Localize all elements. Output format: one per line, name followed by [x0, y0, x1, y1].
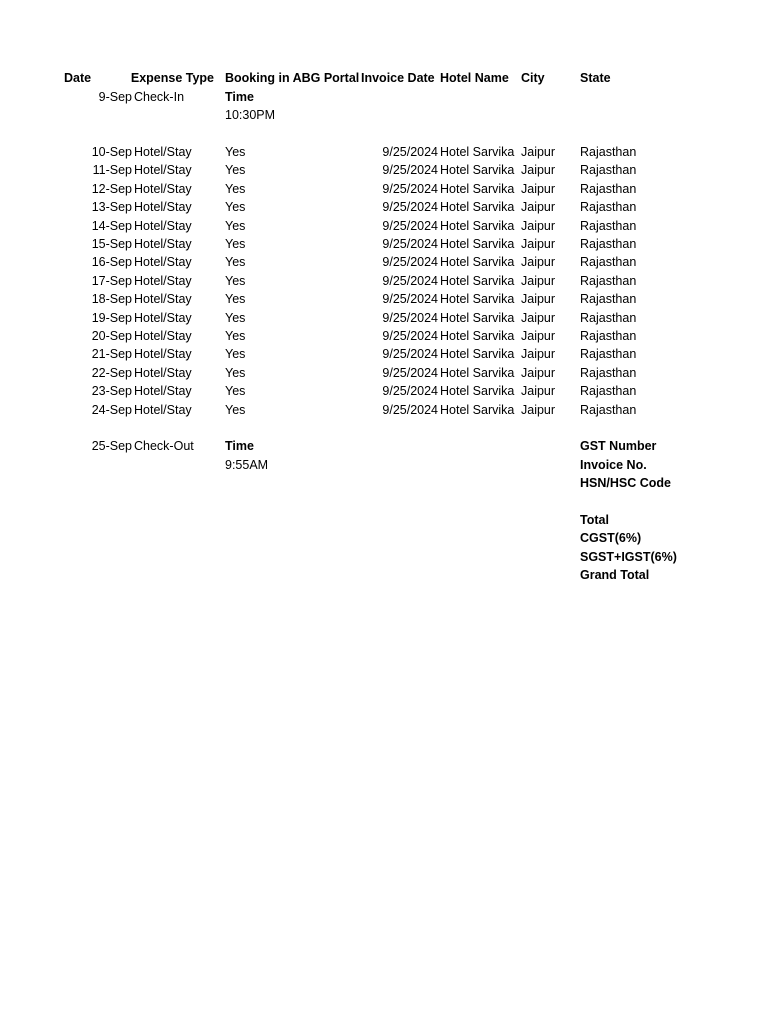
row-city: Jaipur: [521, 292, 556, 306]
row-hotel-name: Hotel Sarvika: [440, 182, 515, 196]
checkin-date: 9-Sep: [98, 90, 132, 104]
row-invoice-date: 9/25/2024: [382, 292, 438, 306]
row-hotel-name: Hotel Sarvika: [440, 200, 515, 214]
row-hotel-name: Hotel Sarvika: [440, 163, 515, 177]
row-city: Jaipur: [521, 384, 556, 398]
invoice-no-label: Invoice No.: [580, 458, 647, 472]
cgst-label: CGST(6%): [580, 531, 642, 545]
row-date: 23-Sep: [91, 384, 132, 398]
row-state: Rajasthan: [580, 311, 637, 325]
checkin-type: Check-In: [134, 90, 185, 104]
row-invoice-date: 9/25/2024: [382, 366, 438, 380]
table-row: [0, 382, 768, 400]
checkout-date: 25-Sep: [91, 439, 132, 453]
row-booking: Yes: [225, 347, 246, 361]
row-city: Jaipur: [521, 163, 556, 177]
row-state: Rajasthan: [580, 347, 637, 361]
row-hotel-name: Hotel Sarvika: [440, 145, 515, 159]
row-date: 20-Sep: [91, 329, 132, 343]
row-state: Rajasthan: [580, 219, 637, 233]
row-expense-type: Hotel/Stay: [134, 384, 192, 398]
total-label: Total: [580, 513, 609, 527]
row-hotel-name: Hotel Sarvika: [440, 255, 515, 269]
row-date: 11-Sep: [92, 163, 132, 177]
row-invoice-date: 9/25/2024: [382, 311, 438, 325]
row-hotel-name: Hotel Sarvika: [440, 403, 515, 417]
row-hotel-name: Hotel Sarvika: [440, 311, 515, 325]
checkout-time-value: 9:55AM: [225, 458, 269, 472]
row-invoice-date: 9/25/2024: [382, 145, 438, 159]
row-city: Jaipur: [521, 182, 556, 196]
row-expense-type: Hotel/Stay: [134, 292, 192, 306]
checkin-time-label: Time: [225, 90, 254, 104]
row-booking: Yes: [225, 311, 246, 325]
row-hotel-name: Hotel Sarvika: [440, 237, 515, 251]
row-booking: Yes: [225, 237, 246, 251]
row-state: Rajasthan: [580, 255, 637, 269]
row-date: 22-Sep: [91, 366, 132, 380]
row-expense-type: Hotel/Stay: [134, 237, 192, 251]
row-booking: Yes: [225, 182, 246, 196]
row-state: Rajasthan: [580, 237, 637, 251]
row-expense-type: Hotel/Stay: [134, 366, 192, 380]
row-city: Jaipur: [521, 274, 556, 288]
row-city: Jaipur: [521, 403, 556, 417]
row-expense-type: Hotel/Stay: [134, 163, 192, 177]
row-invoice-date: 9/25/2024: [382, 163, 438, 177]
row-invoice-date: 9/25/2024: [382, 384, 438, 398]
row-booking: Yes: [225, 163, 246, 177]
table-row: [0, 198, 768, 216]
gst-number-label: GST Number: [580, 439, 657, 453]
row-state: Rajasthan: [580, 366, 637, 380]
row-invoice-date: 9/25/2024: [382, 403, 438, 417]
table-row: [0, 364, 768, 382]
row-date: 19-Sep: [91, 311, 132, 325]
row-booking: Yes: [225, 219, 246, 233]
header-state: State: [580, 71, 611, 85]
hsn-code-label: HSN/HSC Code: [580, 476, 671, 490]
row-city: Jaipur: [521, 329, 556, 343]
row-date: 21-Sep: [91, 347, 132, 361]
row-date: 15-Sep: [91, 237, 132, 251]
row-booking: Yes: [225, 403, 246, 417]
checkout-type: Check-Out: [134, 439, 194, 453]
row-date: 16-Sep: [91, 255, 132, 269]
table-row: [0, 235, 768, 253]
row-city: Jaipur: [521, 366, 556, 380]
row-expense-type: Hotel/Stay: [134, 311, 192, 325]
row-city: Jaipur: [521, 255, 556, 269]
row-city: Jaipur: [521, 311, 556, 325]
row-date: 12-Sep: [91, 182, 132, 196]
row-hotel-name: Hotel Sarvika: [440, 366, 515, 380]
header-invoice-date: Invoice Date: [361, 71, 435, 85]
row-state: Rajasthan: [580, 403, 637, 417]
row-hotel-name: Hotel Sarvika: [440, 384, 515, 398]
row-expense-type: Hotel/Stay: [134, 347, 192, 361]
table-row: [0, 309, 768, 327]
header-city: City: [521, 71, 545, 85]
table-row: [0, 272, 768, 290]
row-hotel-name: Hotel Sarvika: [440, 219, 515, 233]
header-hotel-name: Hotel Name: [440, 71, 509, 85]
row-state: Rajasthan: [580, 163, 637, 177]
row-state: Rajasthan: [580, 182, 637, 196]
table-row: [0, 345, 768, 363]
row-state: Rajasthan: [580, 274, 637, 288]
checkin-time-value: 10:30PM: [225, 108, 276, 122]
row-hotel-name: Hotel Sarvika: [440, 347, 515, 361]
row-invoice-date: 9/25/2024: [382, 237, 438, 251]
row-invoice-date: 9/25/2024: [382, 274, 438, 288]
table-row: [0, 401, 768, 419]
header-date: Date: [64, 71, 92, 85]
header-booking: Booking in ABG Portal: [225, 71, 360, 85]
row-booking: Yes: [225, 145, 246, 159]
table-row: [0, 161, 768, 179]
row-hotel-name: Hotel Sarvika: [440, 292, 515, 306]
row-date: 18-Sep: [91, 292, 132, 306]
row-expense-type: Hotel/Stay: [134, 329, 192, 343]
row-expense-type: Hotel/Stay: [134, 403, 192, 417]
header-expense-type: Expense Type: [130, 71, 214, 85]
table-row: [0, 143, 768, 161]
row-invoice-date: 9/25/2024: [382, 329, 438, 343]
row-booking: Yes: [225, 200, 246, 214]
row-booking: Yes: [225, 255, 246, 269]
row-invoice-date: 9/25/2024: [382, 219, 438, 233]
row-invoice-date: 9/25/2024: [382, 347, 438, 361]
table-row: [0, 180, 768, 198]
row-booking: Yes: [225, 292, 246, 306]
checkout-time-label: Time: [225, 439, 254, 453]
row-expense-type: Hotel/Stay: [134, 145, 192, 159]
row-city: Jaipur: [521, 145, 556, 159]
row-date: 10-Sep: [91, 145, 132, 159]
row-date: 14-Sep: [91, 219, 132, 233]
row-date: 13-Sep: [91, 200, 132, 214]
row-state: Rajasthan: [580, 329, 637, 343]
row-date: 17-Sep: [91, 274, 132, 288]
row-state: Rajasthan: [580, 292, 637, 306]
row-expense-type: Hotel/Stay: [134, 219, 192, 233]
row-invoice-date: 9/25/2024: [382, 200, 438, 214]
row-expense-type: Hotel/Stay: [134, 182, 192, 196]
table-row: [0, 253, 768, 271]
row-city: Jaipur: [521, 219, 556, 233]
row-state: Rajasthan: [580, 384, 637, 398]
grand-total-label: Grand Total: [580, 568, 650, 582]
row-invoice-date: 9/25/2024: [382, 255, 438, 269]
row-booking: Yes: [225, 329, 246, 343]
table-row: [0, 327, 768, 345]
row-expense-type: Hotel/Stay: [134, 255, 192, 269]
row-booking: Yes: [225, 384, 246, 398]
row-state: Rajasthan: [580, 145, 637, 159]
row-expense-type: Hotel/Stay: [134, 274, 192, 288]
row-booking: Yes: [225, 366, 246, 380]
row-booking: Yes: [225, 274, 246, 288]
row-date: 24-Sep: [91, 403, 132, 417]
table-row: [0, 290, 768, 308]
row-city: Jaipur: [521, 347, 556, 361]
row-expense-type: Hotel/Stay: [134, 200, 192, 214]
row-hotel-name: Hotel Sarvika: [440, 329, 515, 343]
row-invoice-date: 9/25/2024: [382, 182, 438, 196]
table-row: [0, 217, 768, 235]
row-hotel-name: Hotel Sarvika: [440, 274, 515, 288]
row-state: Rajasthan: [580, 200, 637, 214]
sgst-igst-label: SGST+IGST(6%): [580, 550, 677, 564]
row-city: Jaipur: [521, 237, 556, 251]
row-city: Jaipur: [521, 200, 556, 214]
